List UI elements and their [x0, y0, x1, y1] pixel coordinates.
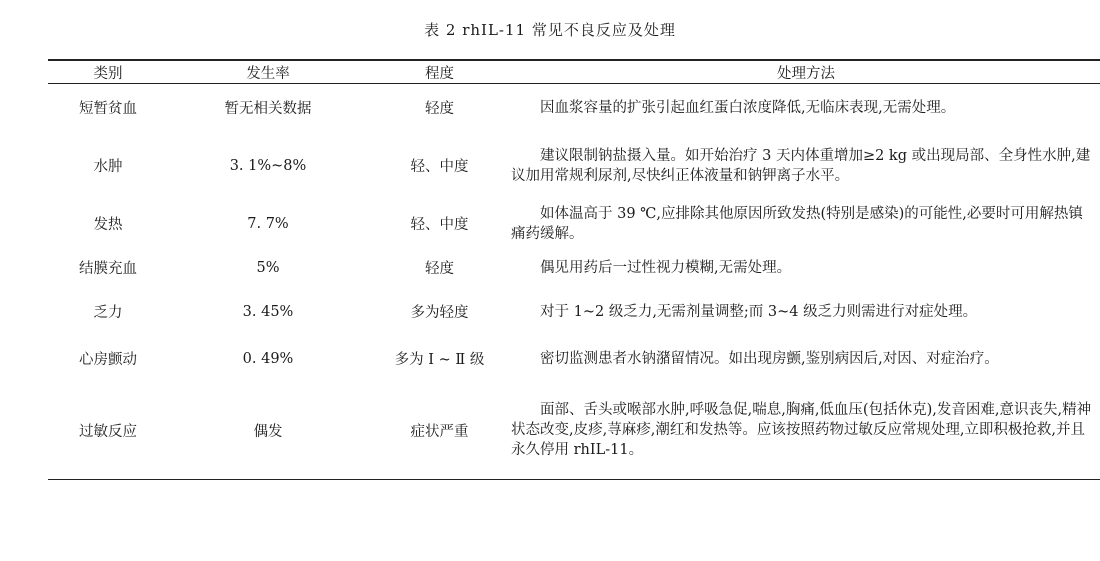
cell-method: 因血浆容量的扩张引起血红蛋白浓度降低,无临床表现,无需处理。 — [540, 99, 956, 116]
cell-category: 心房颤动 — [79, 352, 137, 368]
table-row — [48, 336, 1100, 382]
cell-method: 建议限制钠盐摄入量。如开始治疗 3 天内体重增加≥2 kg 或出现局部、全身性水肿,建议加用常规利尿剂,尽快纠正体液量和钠钾离子水平。 — [511, 147, 1091, 184]
table-row — [48, 84, 1100, 132]
cell-method: 密切监测患者水钠潴留情况。如出现房颤,鉴别病因后,对因、对症治疗。 — [540, 350, 999, 367]
cell-severity: 多为轻度 — [410, 305, 469, 321]
cell-severity: 轻、中度 — [410, 159, 469, 175]
cell-incidence: 3. 45% — [242, 303, 294, 320]
table-row — [48, 132, 1100, 200]
cell-method: 如体温高于 39 ℃,应排除其他原因所致发热(特别是感染)的可能性,必要时可用解热镇痛药缓解。 — [511, 205, 1083, 242]
table-row — [48, 382, 1100, 480]
cell-category: 结膜充血 — [79, 261, 137, 277]
cell-severity: 轻度 — [425, 101, 454, 118]
header-incidence: 发生率 — [168, 60, 368, 84]
cell-incidence: 0. 49% — [242, 350, 294, 367]
cell-method: 对于 1~2 级乏力,无需剂量调整;而 3~4 级乏力则需进行对症处理。 — [540, 303, 978, 320]
cell-incidence: 7. 7% — [247, 215, 289, 232]
header-severity: 程度 — [368, 60, 511, 84]
cell-method: 偶见用药后一过性视力模糊,无需处理。 — [540, 259, 792, 276]
cell-category: 乏力 — [93, 305, 123, 321]
header-category: 类别 — [48, 60, 168, 84]
cell-category: 过敏反应 — [48, 382, 168, 480]
cell-incidence: 偶发 — [168, 382, 368, 480]
cell-incidence: 3. 1%~8% — [229, 157, 307, 174]
table-header-row — [48, 60, 1100, 84]
cell-severity: 轻、中度 — [410, 217, 469, 233]
cell-severity: 症状严重 — [368, 382, 511, 480]
cell-category: 发热 — [93, 217, 123, 233]
cell-category: 水肿 — [93, 159, 123, 175]
table-row — [48, 248, 1100, 288]
table-caption: 表 2 rhIL-11 常见不良反应及处理 — [424, 21, 676, 39]
cell-severity: 多为 Ⅰ ~ Ⅱ 级 — [394, 352, 485, 368]
cell-severity: 轻度 — [425, 261, 454, 277]
table-row — [48, 288, 1100, 336]
cell-method: 面部、舌头或喉部水肿,呼吸急促,喘息,胸痛,低血压(包括休克),发音困难,意识丧失,精神状态改变,皮疹,荨麻疹,潮红和发热等。应该按照药物过敏反应常规处理,立即积极抢救,并且永久停用 rhIL-11。 — [511, 382, 1100, 480]
cell-incidence: 暂无相关数据 — [224, 101, 312, 118]
cell-incidence: 5% — [256, 259, 280, 276]
header-method: 处理方法 — [511, 60, 1100, 84]
table-row — [48, 200, 1100, 248]
cell-category: 短暂贫血 — [79, 101, 137, 118]
adverse-reactions-table — [48, 59, 1100, 480]
